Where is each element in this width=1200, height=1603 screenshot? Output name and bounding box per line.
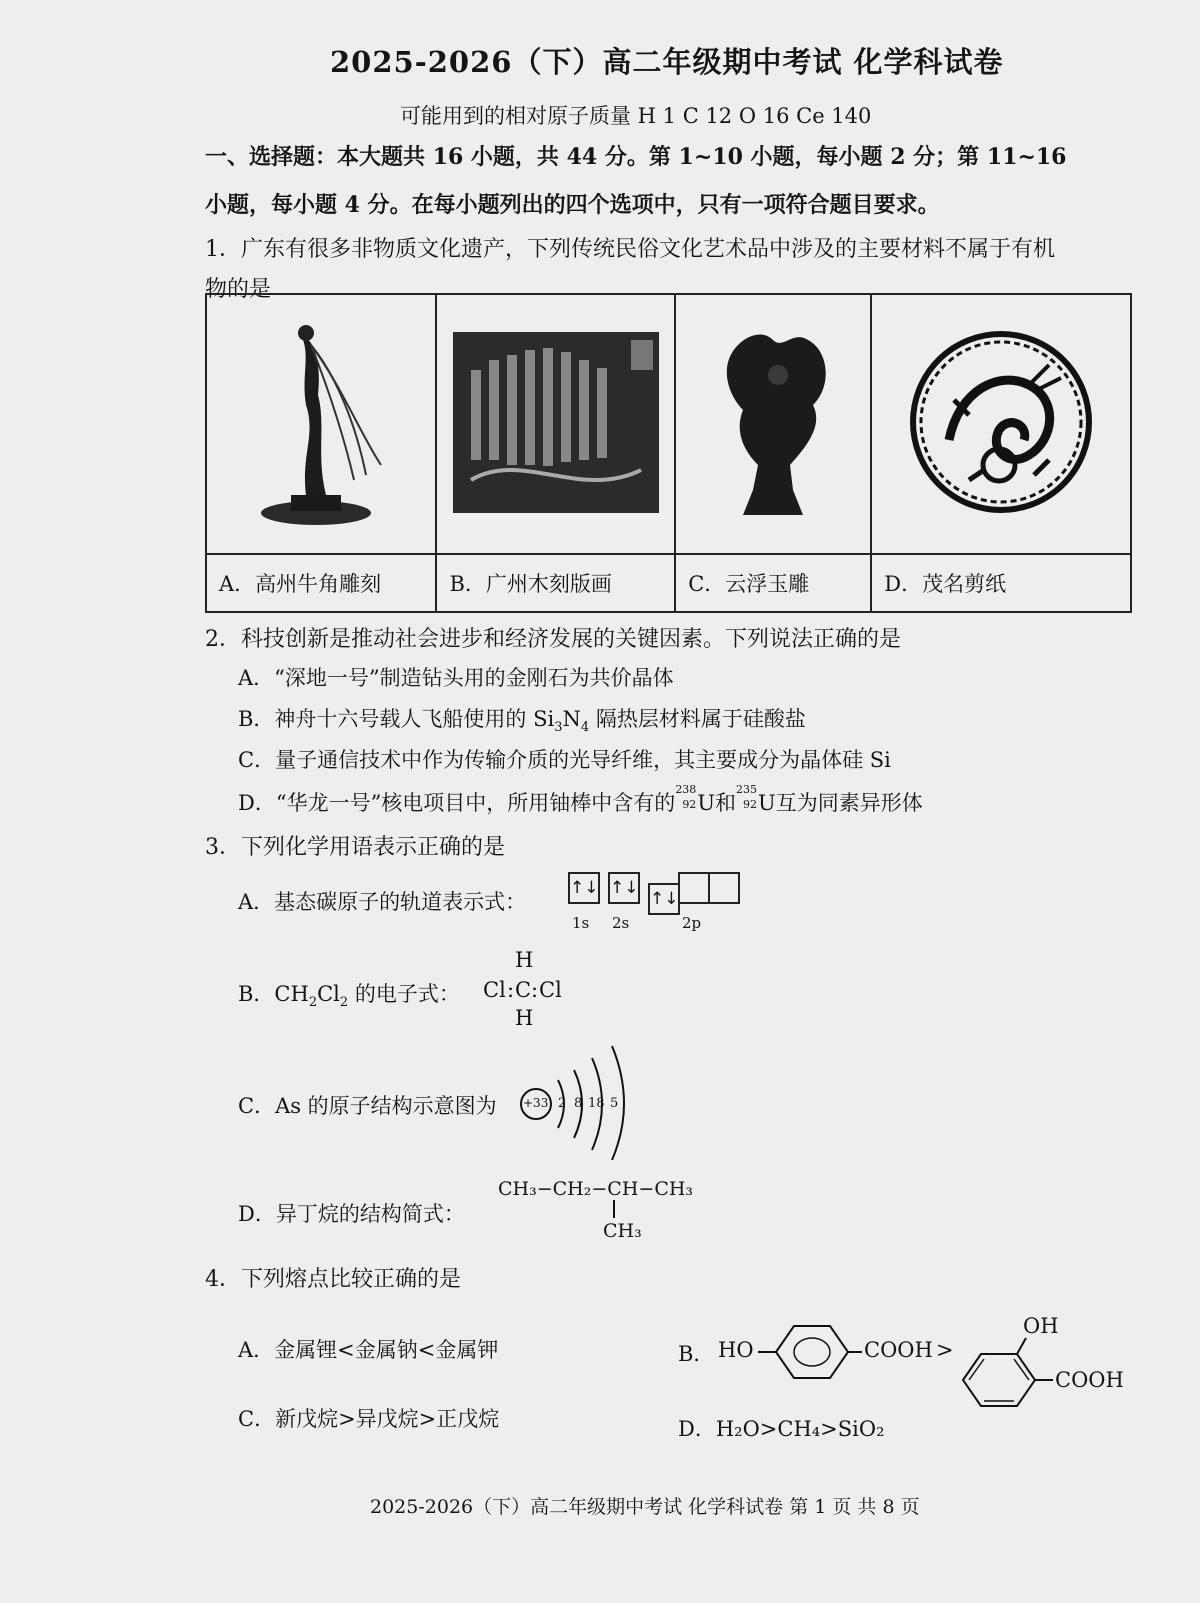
q3-option-a: A．基态碳原子的轨道表示式： bbox=[238, 890, 527, 914]
q1-options-table bbox=[205, 293, 1132, 613]
section1-instructions-line1: 一、选择题：本大题共 16 小题，共 44 分。第 1~10 小题，每小题 2 分；第 11~16 bbox=[205, 144, 1067, 170]
q1-option-b: B．广州木刻版画 bbox=[436, 554, 675, 612]
isobutane-structure: CH₃−CH₂−CH−CH₃ CH₃ bbox=[498, 1178, 694, 1242]
as-atomic-structure-diagram: +33 2 8 18 5 bbox=[520, 1040, 650, 1160]
q4-option-a: A．金属锂<金属钠<金属钾 bbox=[238, 1338, 499, 1362]
q1-option-a: A．高州牛角雕刻 bbox=[206, 554, 436, 612]
q2-option-b: B．神舟十六号载人飞船使用的 $Si_3N_4$ 隔热层材料属于硅酸盐 bbox=[238, 707, 806, 736]
q2-option-a: A．“深地一号”制造钻头用的金刚石为共价晶体 bbox=[238, 666, 674, 690]
q2-option-d: D．“华龙一号”核电项目中，所用铀棒中含有的 238 92 U和 235 92 U互为同素异形体 bbox=[238, 783, 923, 815]
q2-stem: 2．科技创新是推动社会进步和经济发展的关键因素。下列说法正确的是 bbox=[205, 627, 901, 652]
q1-stem-line1: 1．广东有很多非物质文化遗产，下列传统民俗文化艺术品中涉及的主要材料不属于有机 bbox=[205, 237, 1055, 262]
q3-option-b: B．$CH_2Cl_2$ 的电子式： bbox=[238, 982, 460, 1011]
q1-option-c: C．云浮玉雕 bbox=[675, 554, 871, 612]
paper-cut-image bbox=[871, 294, 1131, 554]
woodcut-print-image bbox=[436, 294, 675, 554]
q4-stem: 4．下列熔点比较正确的是 bbox=[205, 1267, 461, 1292]
q2-option-c: C．量子通信技术中作为传输介质的光导纤维，其主要成分为晶体硅 Si bbox=[238, 748, 891, 772]
q1-stem-line2: 物的是 bbox=[205, 277, 272, 302]
q1-option-d: D．茂名剪纸 bbox=[871, 554, 1131, 612]
q4-option-d: D．H₂O>CH₄>SiO₂ bbox=[678, 1417, 885, 1441]
section1-instructions-line2: 小题，每小题 4 分。在每小题列出的四个选项中，只有一项符合题目要求。 bbox=[205, 192, 940, 218]
ch2cl2-electron-formula: H Cl : C : Cl H bbox=[483, 948, 562, 1030]
exam-title: 2025-2026（下）高二年级期中考试 化学科试卷 bbox=[330, 45, 1004, 79]
q3-option-c: C．As 的原子结构示意图为 bbox=[238, 1094, 497, 1118]
q4-option-b: B． HO COOH > OH COOH bbox=[678, 1318, 1138, 1428]
jade-carving-image bbox=[675, 294, 871, 554]
u238-nuclide-notation: 238 92 bbox=[675, 783, 697, 811]
q3-stem: 3．下列化学用语表示正确的是 bbox=[205, 835, 505, 860]
page-footer: 2025-2026（下）高二年级期中考试 化学科试卷 第 1 页 共 8 页 bbox=[370, 1496, 920, 1518]
q3-option-d: D．异丁烷的结构简式： bbox=[238, 1202, 465, 1226]
horn-carving-image bbox=[206, 294, 436, 554]
atomic-masses: 可能用到的相对原子质量 H 1 C 12 O 16 Ce 140 bbox=[400, 104, 872, 128]
q4-option-c: C．新戊烷>异戊烷>正戊烷 bbox=[238, 1407, 500, 1431]
carbon-orbital-diagram: ↑↓ ↑↓ ↑↓ 1s 2s 2p bbox=[568, 872, 738, 932]
u235-nuclide-notation: 235 92 bbox=[736, 783, 758, 811]
